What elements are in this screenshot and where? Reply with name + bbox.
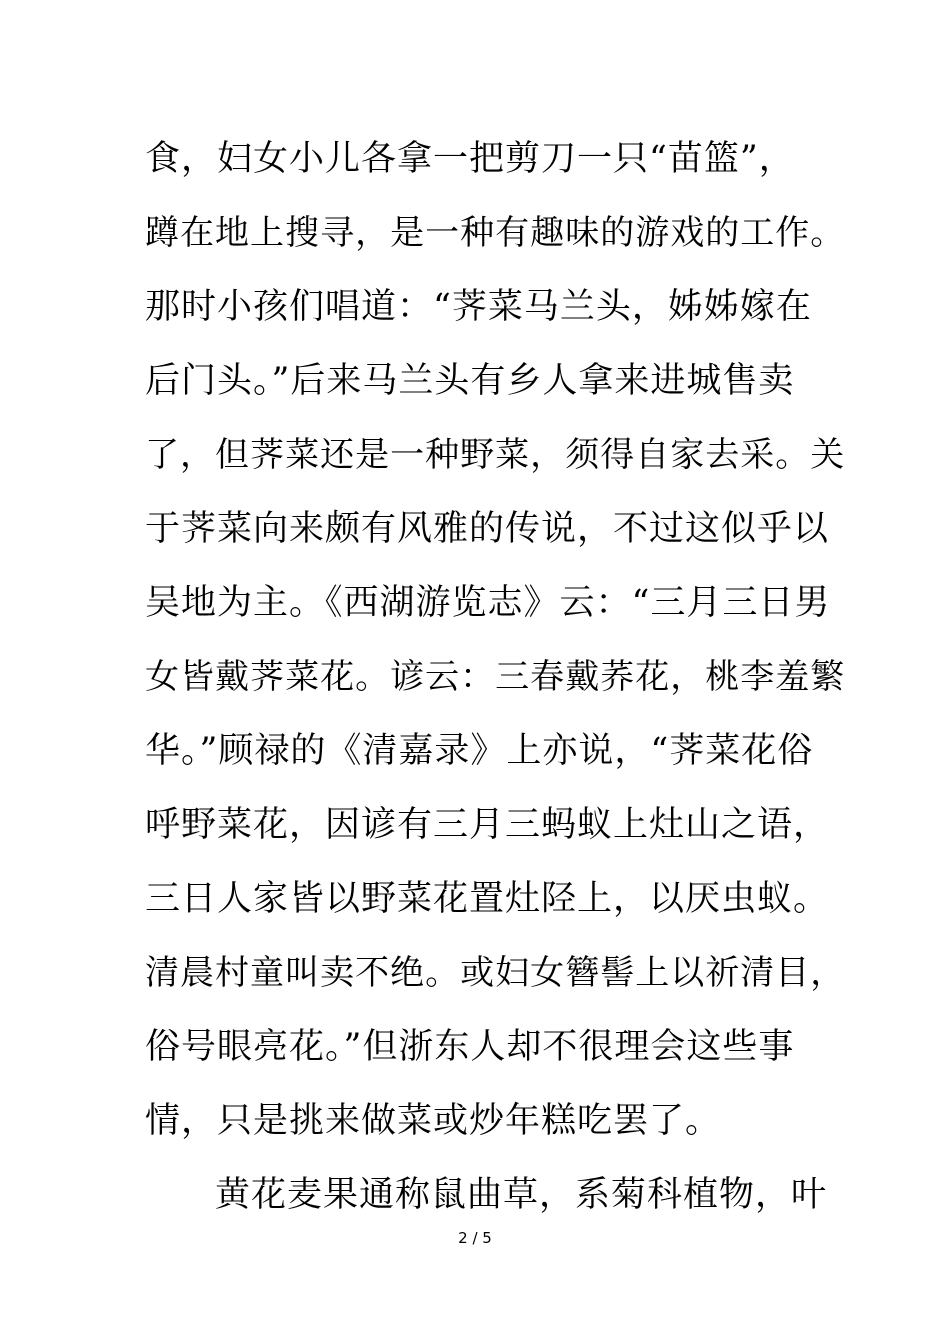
text-line: 那时小孩们唱道：“荠菜马兰头，姊姊嫁在 bbox=[145, 287, 812, 327]
text-line: 清晨村童叫卖不绝。或妇女簪髻上以祈清目， bbox=[145, 953, 846, 993]
text-line: 三日人家皆以野菜花置灶陉上，以厌虫蚁。 bbox=[145, 879, 830, 919]
paragraph-start-line: 黄花麦果通称鼠曲草，系菊科植物，叶 bbox=[215, 1175, 828, 1215]
text-line: 蹲在地上搜寻，是一种有趣味的游戏的工作。 bbox=[145, 213, 846, 253]
text-line: 后门头。”后来马兰头有乡人拿来进城售卖 bbox=[145, 361, 795, 401]
text-line: 了，但荠菜还是一种野菜，须得自家去采。关 bbox=[145, 435, 846, 475]
text-line: 女皆戴荠菜花。谚云：三春戴荞花，桃李羞繁 bbox=[145, 657, 846, 697]
text-line: 吴地为主。《西湖游览志》云：“三月三日男 bbox=[145, 583, 831, 623]
text-line: 华。”顾禄的《清嘉录》上亦说，“荠菜花俗 bbox=[145, 731, 814, 771]
text-line: 情，只是挑来做菜或炒年糕吃罢了。 bbox=[145, 1101, 722, 1141]
text-line: 俗号眼亮花。”但浙东人却不很理会这些事 bbox=[145, 1027, 795, 1067]
body-text bbox=[145, 122, 845, 1232]
text-line: 于荠菜向来颇有风雅的传说，不过这似乎以 bbox=[145, 509, 830, 549]
text-line: 呼野菜花，因谚有三月三蚂蚁上灶山之语， bbox=[145, 805, 830, 845]
page-number: 2 / 5 bbox=[458, 1229, 492, 1247]
text-line: 食，妇女小儿各拿一把剪刀一只“苗篮”， bbox=[145, 139, 795, 179]
